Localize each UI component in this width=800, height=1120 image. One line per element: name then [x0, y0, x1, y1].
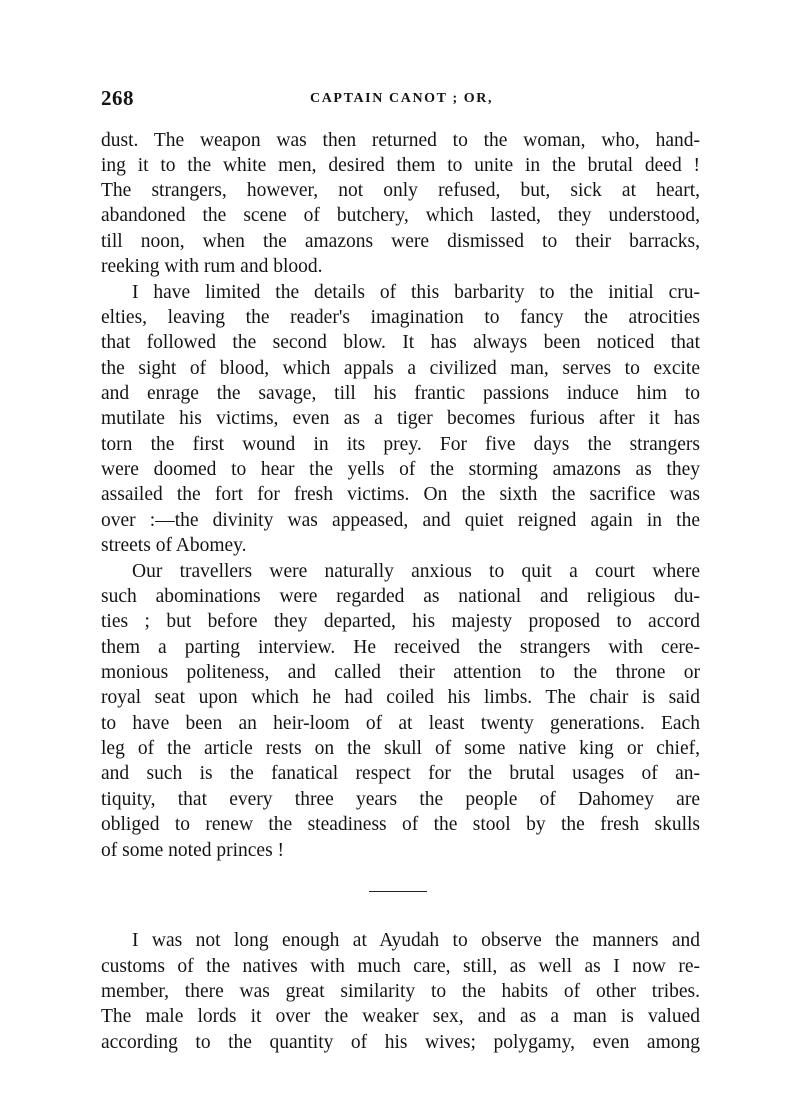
text-line: elties, leaving the reader's imagination to fancy the atrocities [101, 307, 700, 328]
text-line: The strangers, however, not only refused, but, sick at heart, [101, 180, 700, 201]
text-line: royal seat upon which he had coiled his limbs. The chair is said [101, 687, 700, 708]
text-line: over :—the divinity was appeased, and quiet reigned again in the [101, 510, 700, 531]
text-line: monious politeness, and called their attention to the throne or [101, 662, 700, 683]
text-line: tiquity, that every three years the people of Dahomey are [101, 789, 700, 810]
text-line: obliged to renew the steadiness of the stool by the fresh skulls [101, 814, 700, 835]
text-line: The male lords it over the weaker sex, and as a man is valued [101, 1006, 700, 1027]
text-line: and enrage the savage, till his frantic passions induce him to [101, 383, 700, 404]
text-line: assailed the fort for fresh victims. On the sixth the sacrifice was [101, 484, 700, 505]
text-line: mutilate his victims, even as a tiger becomes furious after it has [101, 408, 700, 429]
running-title: CAPTAIN CANOT ; OR, [310, 91, 494, 106]
text-line: member, there was great similarity to the habits of other tribes. [101, 981, 700, 1002]
text-line: the sight of blood, which appals a civilized man, serves to excite [101, 358, 700, 379]
text-line: abandoned the scene of butchery, which lasted, they understood, [101, 205, 700, 226]
text-line: till noon, when the amazons were dismissed to their barracks, [101, 231, 700, 252]
text-line: and such is the fanatical respect for the brutal usages of an- [101, 763, 700, 784]
text-line: to have been an heir-loom of at least twenty generations. Each [101, 713, 700, 734]
text-line: torn the first wound in its prey. For five days the strangers [101, 434, 700, 455]
text-line: ties ; but before they departed, his majesty proposed to accord [101, 611, 700, 632]
text-line: them a parting interview. He received the strangers with cere- [101, 637, 700, 658]
text-line: leg of the article rests on the skull of some native king or chief, [101, 738, 700, 759]
page-number: 268 [101, 86, 134, 110]
paragraph-start-line: I was not long enough at Ayudah to observe the manners and [132, 930, 700, 951]
text-line: reeking with rum and blood. [101, 256, 323, 277]
text-line: according to the quantity of his wives; polygamy, even among [101, 1032, 700, 1053]
section-divider [369, 891, 427, 892]
paragraph-start-line: Our travellers were naturally anxious to quit a court where [132, 561, 700, 582]
text-line: such abominations were regarded as national and religious du- [101, 586, 700, 607]
text-line: customs of the natives with much care, still, as well as I now re- [101, 956, 700, 977]
text-line: were doomed to hear the yells of the storming amazons as they [101, 459, 700, 480]
paragraph-start-line: I have limited the details of this barbarity to the initial cru- [132, 282, 700, 303]
text-line: streets of Abomey. [101, 535, 247, 556]
text-line: that followed the second blow. It has always been noticed that [101, 332, 700, 353]
text-line: of some noted princes ! [101, 840, 285, 861]
text-line: dust. The weapon was then returned to the woman, who, hand- [101, 130, 700, 151]
text-line: ing it to the white men, desired them to unite in the brutal deed ! [101, 155, 700, 176]
running-head [101, 86, 700, 116]
